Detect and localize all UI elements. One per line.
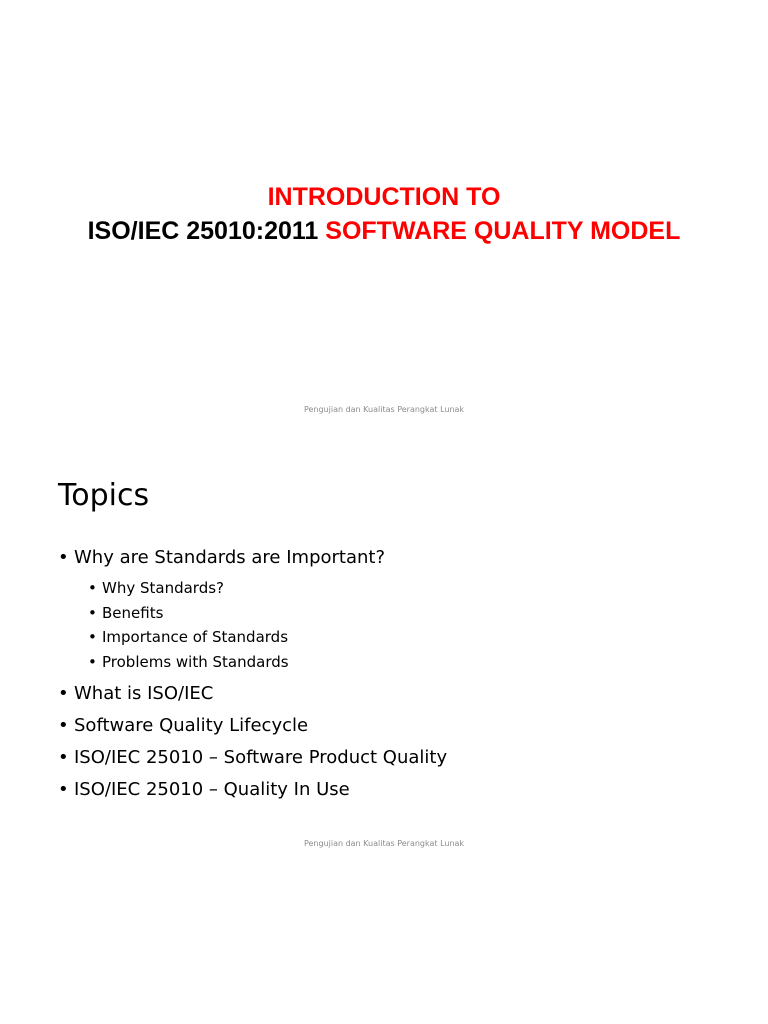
topic-item: • Software Quality Lifecycle (58, 714, 447, 738)
topics-list (58, 546, 447, 810)
title-line-2 (0, 214, 768, 248)
subtopic-item: • Importance of Standards (88, 625, 447, 650)
slide-footer: Pengujian dan Kualitas Perangkat Lunak (303, 405, 465, 414)
subtopic-item: • Benefits (88, 601, 447, 626)
slide-title (0, 180, 768, 248)
topic-item: • ISO/IEC 25010 – Quality In Use (58, 778, 447, 802)
title-slide (0, 0, 768, 430)
slide-footer: Pengujian dan Kualitas Perangkat Lunak (303, 839, 465, 848)
subtopic-item: • Why Standards? (88, 576, 447, 601)
topic-item: • ISO/IEC 25010 – Software Product Quality (58, 746, 447, 770)
subtopic-item: • Problems with Standards (88, 650, 447, 675)
title-model-name: SOFTWARE QUALITY MODEL (325, 217, 681, 245)
topics-heading: Topics (58, 478, 150, 513)
topic-item: • What is ISO/IEC (58, 682, 447, 706)
topic-label: Why are Standards are Important? (74, 547, 386, 568)
title-line-1: INTRODUCTION TO (267, 183, 501, 211)
subtopics-list (88, 576, 447, 674)
title-standard-code: ISO/IEC 25010:2011 (87, 217, 319, 245)
topics-slide (0, 430, 768, 1024)
topic-item (58, 546, 447, 674)
